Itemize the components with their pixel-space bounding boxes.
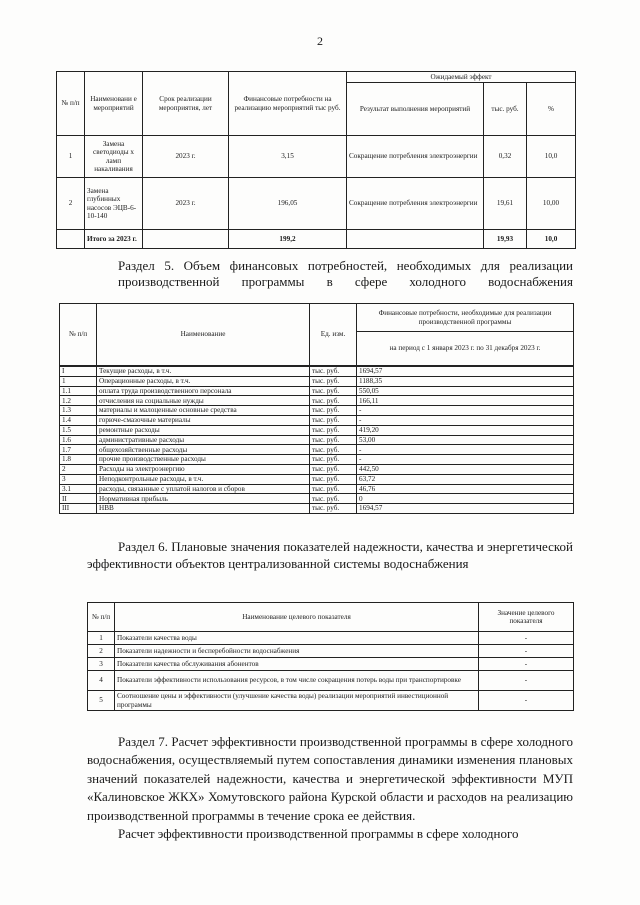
- col-period: на период с 1 января 2023 г. по 31 декабря 2023 г.: [357, 332, 574, 366]
- col-term: Срок реализации мероприятия, лет: [143, 72, 229, 136]
- cell-value: 166,11: [357, 396, 574, 406]
- col-percent: %: [527, 83, 576, 136]
- cell-name: Нормативная прибыль: [97, 494, 310, 504]
- cell-value: 419,20: [357, 425, 574, 435]
- table-row: [60, 425, 574, 435]
- cell-num: 1: [88, 632, 115, 645]
- section6-heading: [87, 538, 573, 572]
- cell-unit: тыс. руб.: [310, 425, 357, 435]
- cell-value: 53,00: [357, 435, 574, 445]
- table-row: [60, 415, 574, 425]
- cell-name: Расходы на электроэнергию: [97, 464, 310, 474]
- cell-unit: тыс. руб.: [310, 474, 357, 484]
- col-name: Наименование целевого показателя: [115, 603, 479, 632]
- table-row: [60, 406, 574, 416]
- cell-unit: тыс. руб.: [310, 435, 357, 445]
- section5-heading: [118, 258, 573, 290]
- table-row: [60, 445, 574, 455]
- cell-value: 63,72: [357, 474, 574, 484]
- col-num: № п/п: [57, 72, 85, 136]
- cell-value: -: [357, 455, 574, 465]
- cell-name: общехозяйственные расходы: [97, 445, 310, 455]
- cell-num: 2: [60, 464, 97, 474]
- cell-thousand: 0,32: [484, 136, 527, 178]
- cell-value: 442,50: [357, 464, 574, 474]
- cell-term: 2023 г.: [143, 178, 229, 230]
- cell-value: 1694,57: [357, 504, 574, 514]
- page-number: 2: [317, 34, 323, 48]
- cell-num: 1.7: [60, 445, 97, 455]
- col-value: Значение целевого показателя: [479, 603, 574, 632]
- col-finance: Финансовые потребности, необходимые для реализации производственной программы: [357, 304, 574, 332]
- cell-num: 1.3: [60, 406, 97, 416]
- cell-name: НВВ: [97, 504, 310, 514]
- total-percent: 10,0: [527, 230, 576, 249]
- cell-value: 550,05: [357, 386, 574, 396]
- cell-value: -: [479, 691, 574, 711]
- cell-num: III: [60, 504, 97, 514]
- cell-num: 1.1: [60, 386, 97, 396]
- col-num: № п/п: [60, 304, 97, 366]
- cell-num: I: [60, 367, 97, 377]
- section7-paragraph: [87, 733, 573, 843]
- col-name: Наименовани е мероприятий: [85, 72, 143, 136]
- total-finance: 199,2: [229, 230, 347, 249]
- table-row: [60, 464, 574, 474]
- cell-unit: тыс. руб.: [310, 415, 357, 425]
- table-row: [88, 671, 574, 691]
- cell-num: 4: [88, 671, 115, 691]
- table-row: [60, 396, 574, 406]
- cell-name: расходы, связанные с уплатой налогов и сборов: [97, 484, 310, 494]
- cell-unit: тыс. руб.: [310, 445, 357, 455]
- cell-name: ремонтные расходы: [97, 425, 310, 435]
- table-row: [57, 178, 576, 230]
- cell-name: Неподконтрольные расходы, в т.ч.: [97, 474, 310, 484]
- total-row: [57, 230, 576, 249]
- cell-num: 1.5: [60, 425, 97, 435]
- table-row: [60, 484, 574, 494]
- cell-num: 1.2: [60, 396, 97, 406]
- cell-num: 2: [57, 178, 85, 230]
- section6-heading-text: Раздел 6. Плановые значения показателей надежности, качества и энергетической эффективности объектов централизованной системы водоснабжения: [87, 539, 573, 571]
- cell-name: Текущие расходы, в т.ч.: [97, 367, 310, 377]
- cell-num: 2: [88, 645, 115, 658]
- cell-name: Показатели качества воды: [115, 632, 479, 645]
- table-row: [88, 645, 574, 658]
- section7-text: Раздел 7. Расчет эффективности производственной программы в сфере холодного водоснабжения, осуществляемый путем сопоставления динамики изменения плановых значений показателей надежности, качества и энергетической эффективности МУП «Калиновское ЖКХ» Хомутовского района Курской области и расходов на реализацию производственной программы в течение срока ее действия.: [87, 734, 573, 823]
- cell-value: -: [479, 658, 574, 671]
- cell-num: 1.4: [60, 415, 97, 425]
- cell-result: Сокращение потребления электроэнергии: [347, 178, 484, 230]
- cell-num: 1: [57, 136, 85, 178]
- col-num: № п/п: [88, 603, 115, 632]
- table-row: [60, 504, 574, 514]
- cell-name: Показатели качества обслуживания абонентов: [115, 658, 479, 671]
- cell-num: 3: [88, 658, 115, 671]
- cell-unit: тыс. руб.: [310, 494, 357, 504]
- cell-name: Замена глубинных насосов ЭЦВ-6-10-140: [85, 178, 143, 230]
- col-result: Результат выполнения мероприятий: [347, 83, 484, 136]
- cell-name: оплата труда производственного персонала: [97, 386, 310, 396]
- cell-num: 3.1: [60, 484, 97, 494]
- cell-value: 0: [357, 494, 574, 504]
- col-unit: Ед. изм.: [310, 304, 357, 366]
- table-row: [60, 376, 574, 386]
- section7-last-line: Расчет эффективности производственной программы в сфере холодного: [118, 826, 519, 842]
- cell-value: -: [479, 632, 574, 645]
- cell-name: Показатели эффективности использования ресурсов, в том числе сокращения потерь воды при транспортировке: [115, 671, 479, 691]
- cell-value: 1694,57: [357, 367, 574, 377]
- cell-name: Показатели надежности и бесперебойности водоснабжения: [115, 645, 479, 658]
- table-row: [88, 658, 574, 671]
- cell-unit: тыс. руб.: [310, 367, 357, 377]
- cell-value: -: [479, 671, 574, 691]
- col-thousand: тыс. руб.: [484, 83, 527, 136]
- cell-name: отчисления на социальные нужды: [97, 396, 310, 406]
- cell-term: 2023 г.: [143, 136, 229, 178]
- table-row: [60, 367, 574, 377]
- col-finance: Финансовые потребности на реализацию мероприятий тыс руб.: [229, 72, 347, 136]
- cell-name: горюче-смазочные материалы: [97, 415, 310, 425]
- cell-unit: тыс. руб.: [310, 455, 357, 465]
- cell-unit: тыс. руб.: [310, 386, 357, 396]
- cell-num: 1.8: [60, 455, 97, 465]
- col-effect: Ожидаемый эффект: [347, 72, 576, 83]
- cell-num: 1: [60, 376, 97, 386]
- cell-unit: тыс. руб.: [310, 484, 357, 494]
- table-row: [60, 474, 574, 484]
- cell-num: 5: [88, 691, 115, 711]
- cell-unit: тыс. руб.: [310, 464, 357, 474]
- table-row: [60, 494, 574, 504]
- finance-table-body: [59, 366, 574, 514]
- total-label: Итого за 2023 г.: [85, 230, 143, 249]
- indicators-table: [87, 602, 574, 711]
- table-row: [60, 455, 574, 465]
- cell-percent: 10,00: [527, 178, 576, 230]
- measures-table: [56, 71, 576, 249]
- table-row: [57, 136, 576, 178]
- cell-name: административные расходы: [97, 435, 310, 445]
- cell-num: II: [60, 494, 97, 504]
- cell-num: 3: [60, 474, 97, 484]
- col-name: Наименование: [97, 304, 310, 366]
- cell-name: Соотношение цены и эффективности (улучшение качества воды) реализации мероприятий инвестиционной программы: [115, 691, 479, 711]
- cell-value: -: [479, 645, 574, 658]
- cell-result: Сокращение потребления электроэнергии: [347, 136, 484, 178]
- cell-unit: тыс. руб.: [310, 504, 357, 514]
- cell-name: Замена светодиоды х ламп накаливания: [85, 136, 143, 178]
- cell-value: 1188,35: [357, 376, 574, 386]
- cell-thousand: 19,61: [484, 178, 527, 230]
- cell-value: -: [357, 415, 574, 425]
- cell-finance: 196,05: [229, 178, 347, 230]
- table-row: [60, 435, 574, 445]
- cell-name: Операционные расходы, в т.ч.: [97, 376, 310, 386]
- finance-table: [59, 303, 574, 366]
- table-row: [60, 386, 574, 396]
- cell-finance: 3,15: [229, 136, 347, 178]
- cell-unit: тыс. руб.: [310, 406, 357, 416]
- section5-heading-text: Раздел 5. Объем финансовых потребностей, необходимых для реализации производственной программы в сфере холодного водоснабжения: [118, 258, 573, 289]
- table-row: [88, 632, 574, 645]
- cell-percent: 10,0: [527, 136, 576, 178]
- cell-num: 1.6: [60, 435, 97, 445]
- cell-value: 46,76: [357, 484, 574, 494]
- cell-name: прочие производственные расходы: [97, 455, 310, 465]
- table-row: [88, 691, 574, 711]
- cell-value: -: [357, 445, 574, 455]
- cell-unit: тыс. руб.: [310, 396, 357, 406]
- cell-name: материалы и малоценные основные средства: [97, 406, 310, 416]
- cell-unit: тыс. руб.: [310, 376, 357, 386]
- total-thousand: 19,93: [484, 230, 527, 249]
- cell-value: -: [357, 406, 574, 416]
